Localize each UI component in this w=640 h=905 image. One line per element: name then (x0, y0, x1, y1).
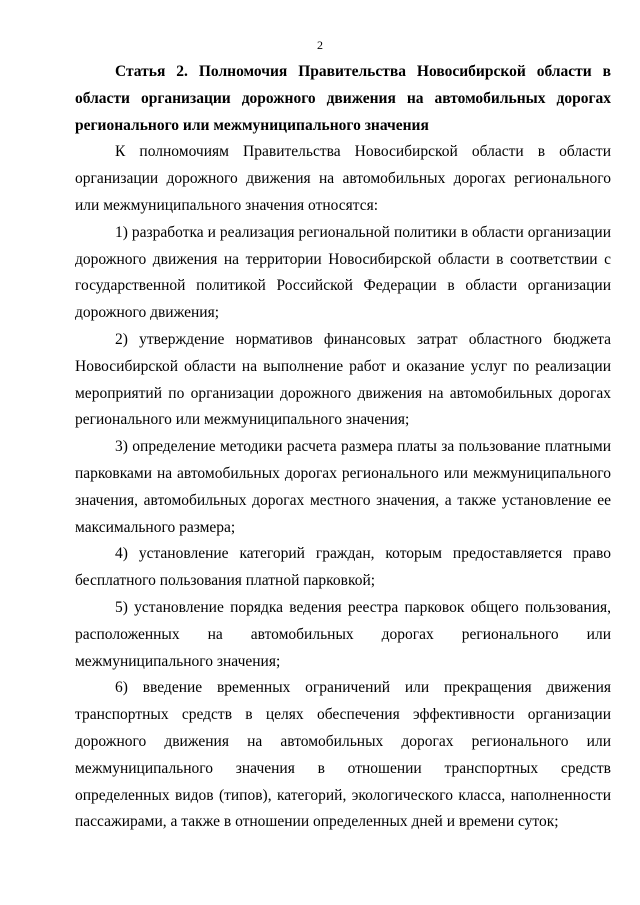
article-title: Полномочия Правительства Новосибирской области в области организации дорожного движения на автомобильных дорогах регионального или межмуниципального значения (75, 63, 611, 134)
list-item-1: 1) разработка и реализация региональной политики в области организации дорожного движения на территории Новосибирской области в соответствии с государственной политикой Российской Федерации в области организации дорожного движения; (75, 223, 611, 322)
article-heading (75, 59, 611, 139)
list-item-4: 4) установление категорий граждан, которым предоставляется право бесплатного пользования платной парковкой; (75, 545, 611, 590)
article-label: Статья 2. (115, 63, 188, 80)
document-body (75, 59, 611, 836)
list-item-3: 3) определение методики расчета размера платы за пользование платными парковками на автомобильных дорогах регионального или межмуниципального значения, автомобильных дорогах местного значения, а также установление ее максимального размера; (75, 438, 611, 536)
page-number: 2 (317, 38, 323, 52)
list-item-6: 6) введение временных ограничений или прекращения движения транспортных средств в целях обеспечения эффективности организации дорожного движения на автомобильных дорогах регионального или межмуниципального значения в отношении транспортных средств определенных видов (типов), категорий, экологического класса, наполненности пассажирами, а также в отношении определенных дней и времени суток; (75, 679, 611, 831)
list-item-2: 2) утверждение нормативов финансовых затрат областного бюджета Новосибирской области на выполнение работ и оказание услуг по реализации мероприятий по организации дорожного движения на автомобильных дорогах регионального или межмуниципального значения; (75, 330, 611, 429)
list-item-5: 5) установление порядка ведения реестра парковок общего пользования, расположенных на автомобильных дорогах регионального или межмуниципального значения; (75, 598, 611, 670)
intro-paragraph: К полномочиям Правительства Новосибирской области в области организации дорожного движения на автомобильных дорогах регионального или межмуниципального значения относятся: (75, 143, 611, 214)
